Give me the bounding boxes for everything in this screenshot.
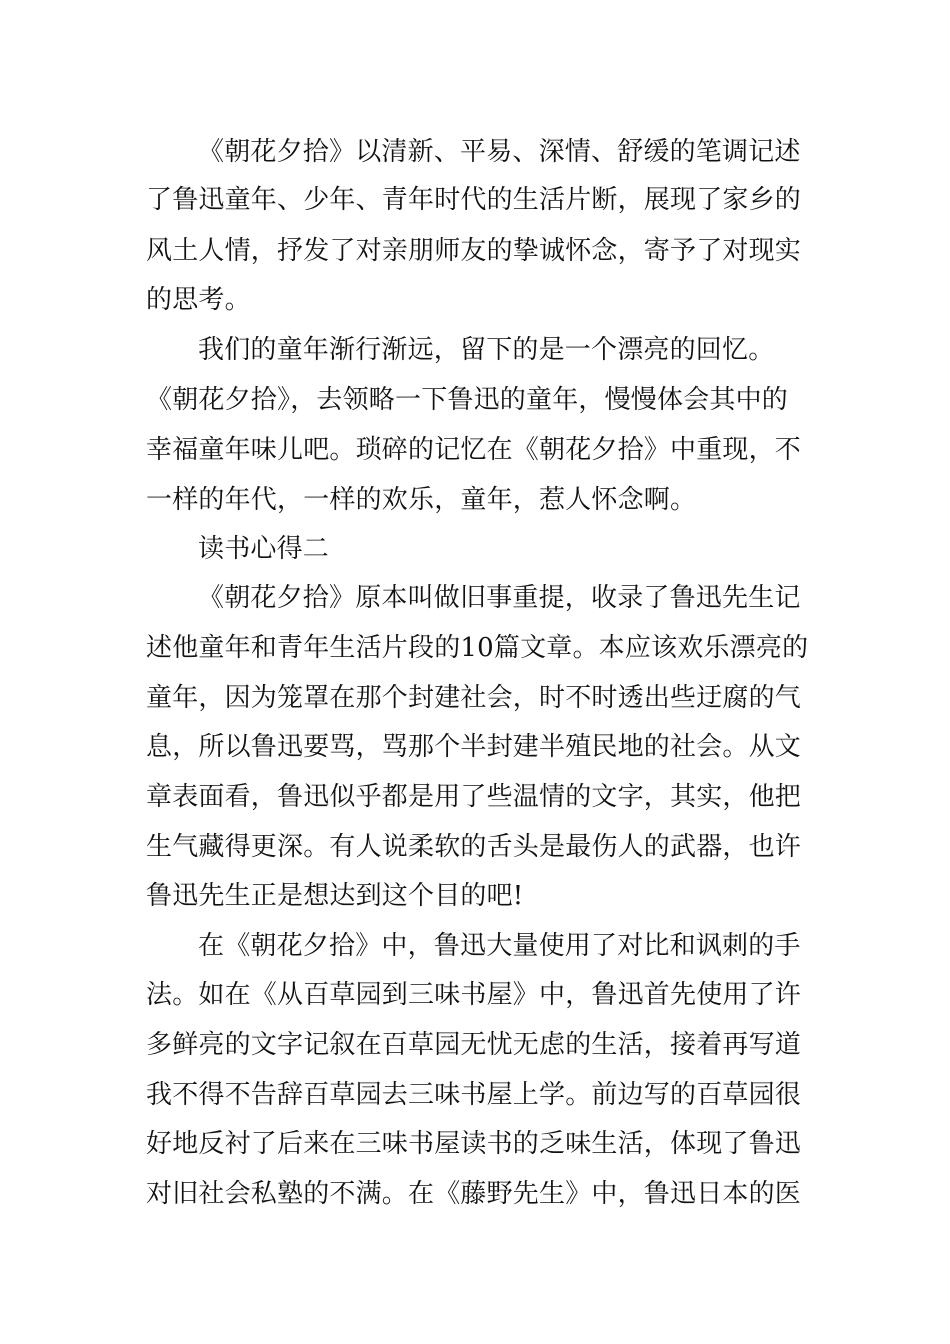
text-line: 鲁迅先生正是想达到这个目的吧!	[146, 881, 524, 911]
text-line: 风土人情，抒发了对亲朋师友的挚诚怀念，寄予了对现实	[146, 236, 802, 266]
text-line: 一样的年代，一样的欢乐，童年，惹人怀念啊。	[146, 485, 697, 515]
text-line: 幸福童年味儿吧。琐碎的记忆在《朝花夕拾》中重现，不	[146, 435, 802, 465]
section-heading: 读书心得二	[198, 534, 330, 564]
text-line: 生气藏得更深。有人说柔软的舌头是最伤人的武器，也许	[146, 832, 802, 862]
text-line: 的思考。	[146, 285, 251, 315]
text-line: 章表面看，鲁迅似乎都是用了些温情的文字，其实，他把	[146, 782, 802, 812]
text-line: 我们的童年渐行渐远，留下的是一个漂亮的回忆。	[198, 335, 775, 365]
text-line: 《朝花夕拾》原本叫做旧事重提，收录了鲁迅先生记	[198, 583, 801, 613]
text-line: 好地反衬了后来在三味书屋读书的乏味生活，体现了鲁迅	[146, 1129, 802, 1159]
text-line: 述他童年和青年生活片段的10篇文章。本应该欢乐漂亮的	[146, 633, 809, 663]
text-line: 《朝花夕拾》，去领略一下鲁迅的童年，慢慢体会其中的	[146, 385, 789, 415]
text-line: 对旧社会私塾的不满。在《藤野先生》中，鲁迅日本的医	[146, 1179, 802, 1209]
text-line: 息，所以鲁迅要骂，骂那个半封建半殖民地的社会。从文	[146, 732, 802, 762]
text-line: 童年，因为笼罩在那个封建社会，时不时透出些迂腐的气	[146, 683, 802, 713]
text-line: 法。如在《从百草园到三味书屋》中，鲁迅首先使用了许	[146, 980, 802, 1010]
text-line: 了鲁迅童年、少年、青年时代的生活片断，展现了家乡的	[146, 185, 802, 215]
text-line: 在《朝花夕拾》中，鲁迅大量使用了对比和讽刺的手	[198, 931, 801, 961]
text-line: 多鲜亮的文字记叙在百草园无忧无虑的生活，接着再写道	[146, 1030, 802, 1060]
text-line: 《朝花夕拾》以清新、平易、深情、舒缓的笔调记述	[198, 137, 801, 167]
text-line: 我不得不告辞百草园去三味书屋上学。前边写的百草园很	[146, 1080, 802, 1110]
